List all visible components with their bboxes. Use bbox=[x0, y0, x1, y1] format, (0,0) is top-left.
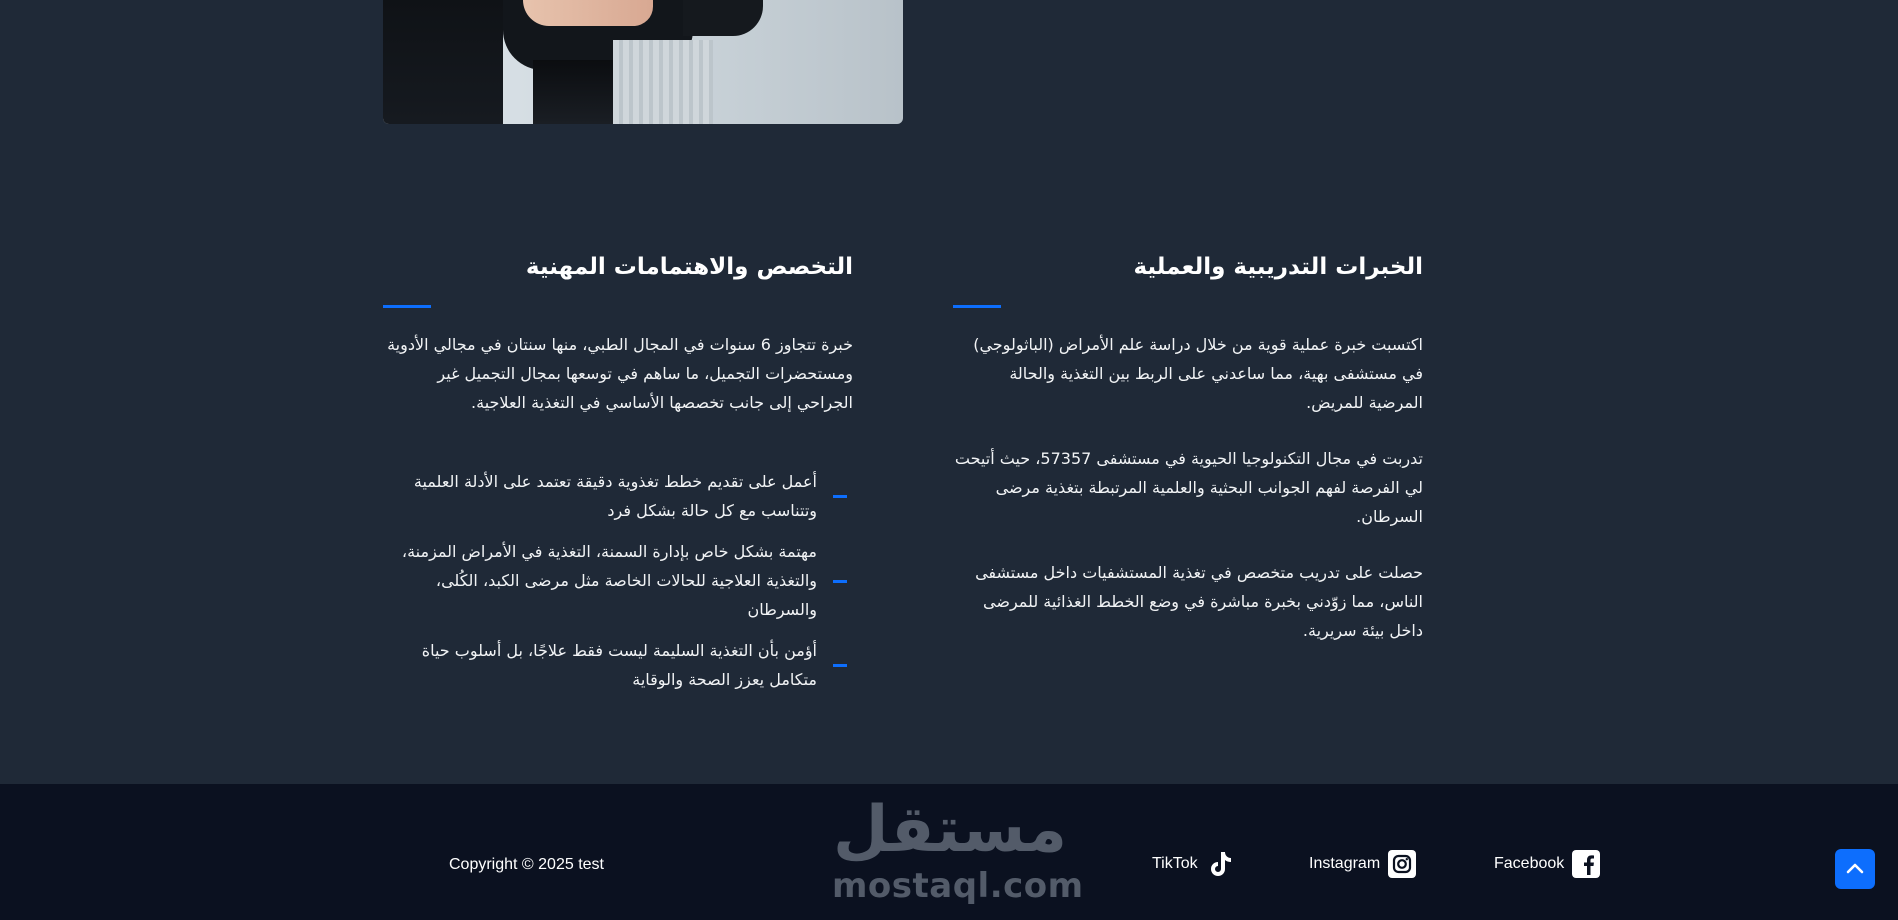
instagram-link[interactable] bbox=[1309, 846, 1416, 882]
instagram-icon bbox=[1388, 850, 1416, 878]
training-paragraph: اكتسبت خبرة عملية قوية من خلال دراسة علم الأمراض (الباثولوجي) في مستشفى بهية، مما ساعدني على الربط بين التغذية والحالة المرضية للمريض. bbox=[973, 335, 1423, 412]
facebook-label: Facebook bbox=[1494, 855, 1565, 872]
dash-bullet-icon bbox=[833, 580, 847, 583]
training-paragraph: تدربت في مجال التكنولوجيا الحيوية في مستشفى 57357، حيث أتيحت لي الفرصة لفهم الجوانب البحثية والعلمية المرتبطة بتغذية مرضى السرطان. bbox=[954, 449, 1423, 526]
watermark-domain: mostaql.com bbox=[832, 866, 1084, 906]
training-paragraph: حصلت على تدريب متخصص في تغذية المستشفيات داخل مستشفى الناس، مما زوّدني بخبرة مباشرة في وضع الخطط الغذائية للمرضى داخل بيئة سريرية. bbox=[975, 563, 1423, 640]
list-item-text: مهتمة بشكل خاص بإدارة السمنة، التغذية في الأمراض المزمنة، والتغذية العلاجية للحالات الخاصة مثل مرضى الكبد، الكُلى، والسرطان bbox=[401, 542, 817, 619]
specialty-intro: خبرة تتجاوز 6 سنوات في المجال الطبي، منها سنتان في مجالي الأدوية ومستحضرات التجميل، ما ساهم في توسعها بمجال التجميل غير الجراحي إلى جانب تخصصها الأساسي في التغذية العلاجية. bbox=[387, 335, 853, 412]
list-item bbox=[383, 537, 853, 624]
footer bbox=[0, 784, 1898, 920]
dash-bullet-icon bbox=[833, 495, 847, 498]
dash-bullet-icon bbox=[833, 664, 847, 667]
heading-underline bbox=[953, 305, 1001, 308]
specialty-heading: التخصص والاهتمامات المهنية bbox=[525, 254, 853, 280]
list-item-text: أعمل على تقديم خطط تغذوية دقيقة تعتمد على الأدلة العلمية وتتناسب مع كل حالة بشكل فرد bbox=[413, 472, 817, 520]
facebook-link[interactable] bbox=[1494, 846, 1600, 882]
training-heading: الخبرات التدريبية والعملية bbox=[1133, 254, 1423, 280]
tiktok-icon bbox=[1206, 850, 1234, 878]
training-section bbox=[953, 245, 1423, 645]
tiktok-link[interactable] bbox=[1152, 846, 1234, 882]
list-item bbox=[383, 636, 853, 694]
scroll-to-top-button[interactable] bbox=[1835, 849, 1875, 889]
specialty-list bbox=[383, 467, 853, 694]
chevron-up-icon bbox=[1845, 859, 1865, 879]
profile-photo bbox=[383, 0, 903, 124]
mostaql-watermark bbox=[832, 792, 1084, 912]
list-item-text: أؤمن بأن التغذية السليمة ليست فقط علاجًا، بل أسلوب حياة متكامل يعزز الصحة والوقاية bbox=[421, 641, 817, 689]
copyright-text: Copyright © 2025 test bbox=[449, 856, 604, 873]
specialty-section bbox=[383, 245, 853, 706]
tiktok-label: TikTok bbox=[1152, 855, 1198, 872]
list-item bbox=[383, 467, 853, 525]
heading-underline bbox=[383, 305, 431, 308]
instagram-label: Instagram bbox=[1309, 855, 1381, 872]
facebook-icon bbox=[1572, 850, 1600, 878]
watermark-arabic: مستقل bbox=[832, 793, 1068, 867]
